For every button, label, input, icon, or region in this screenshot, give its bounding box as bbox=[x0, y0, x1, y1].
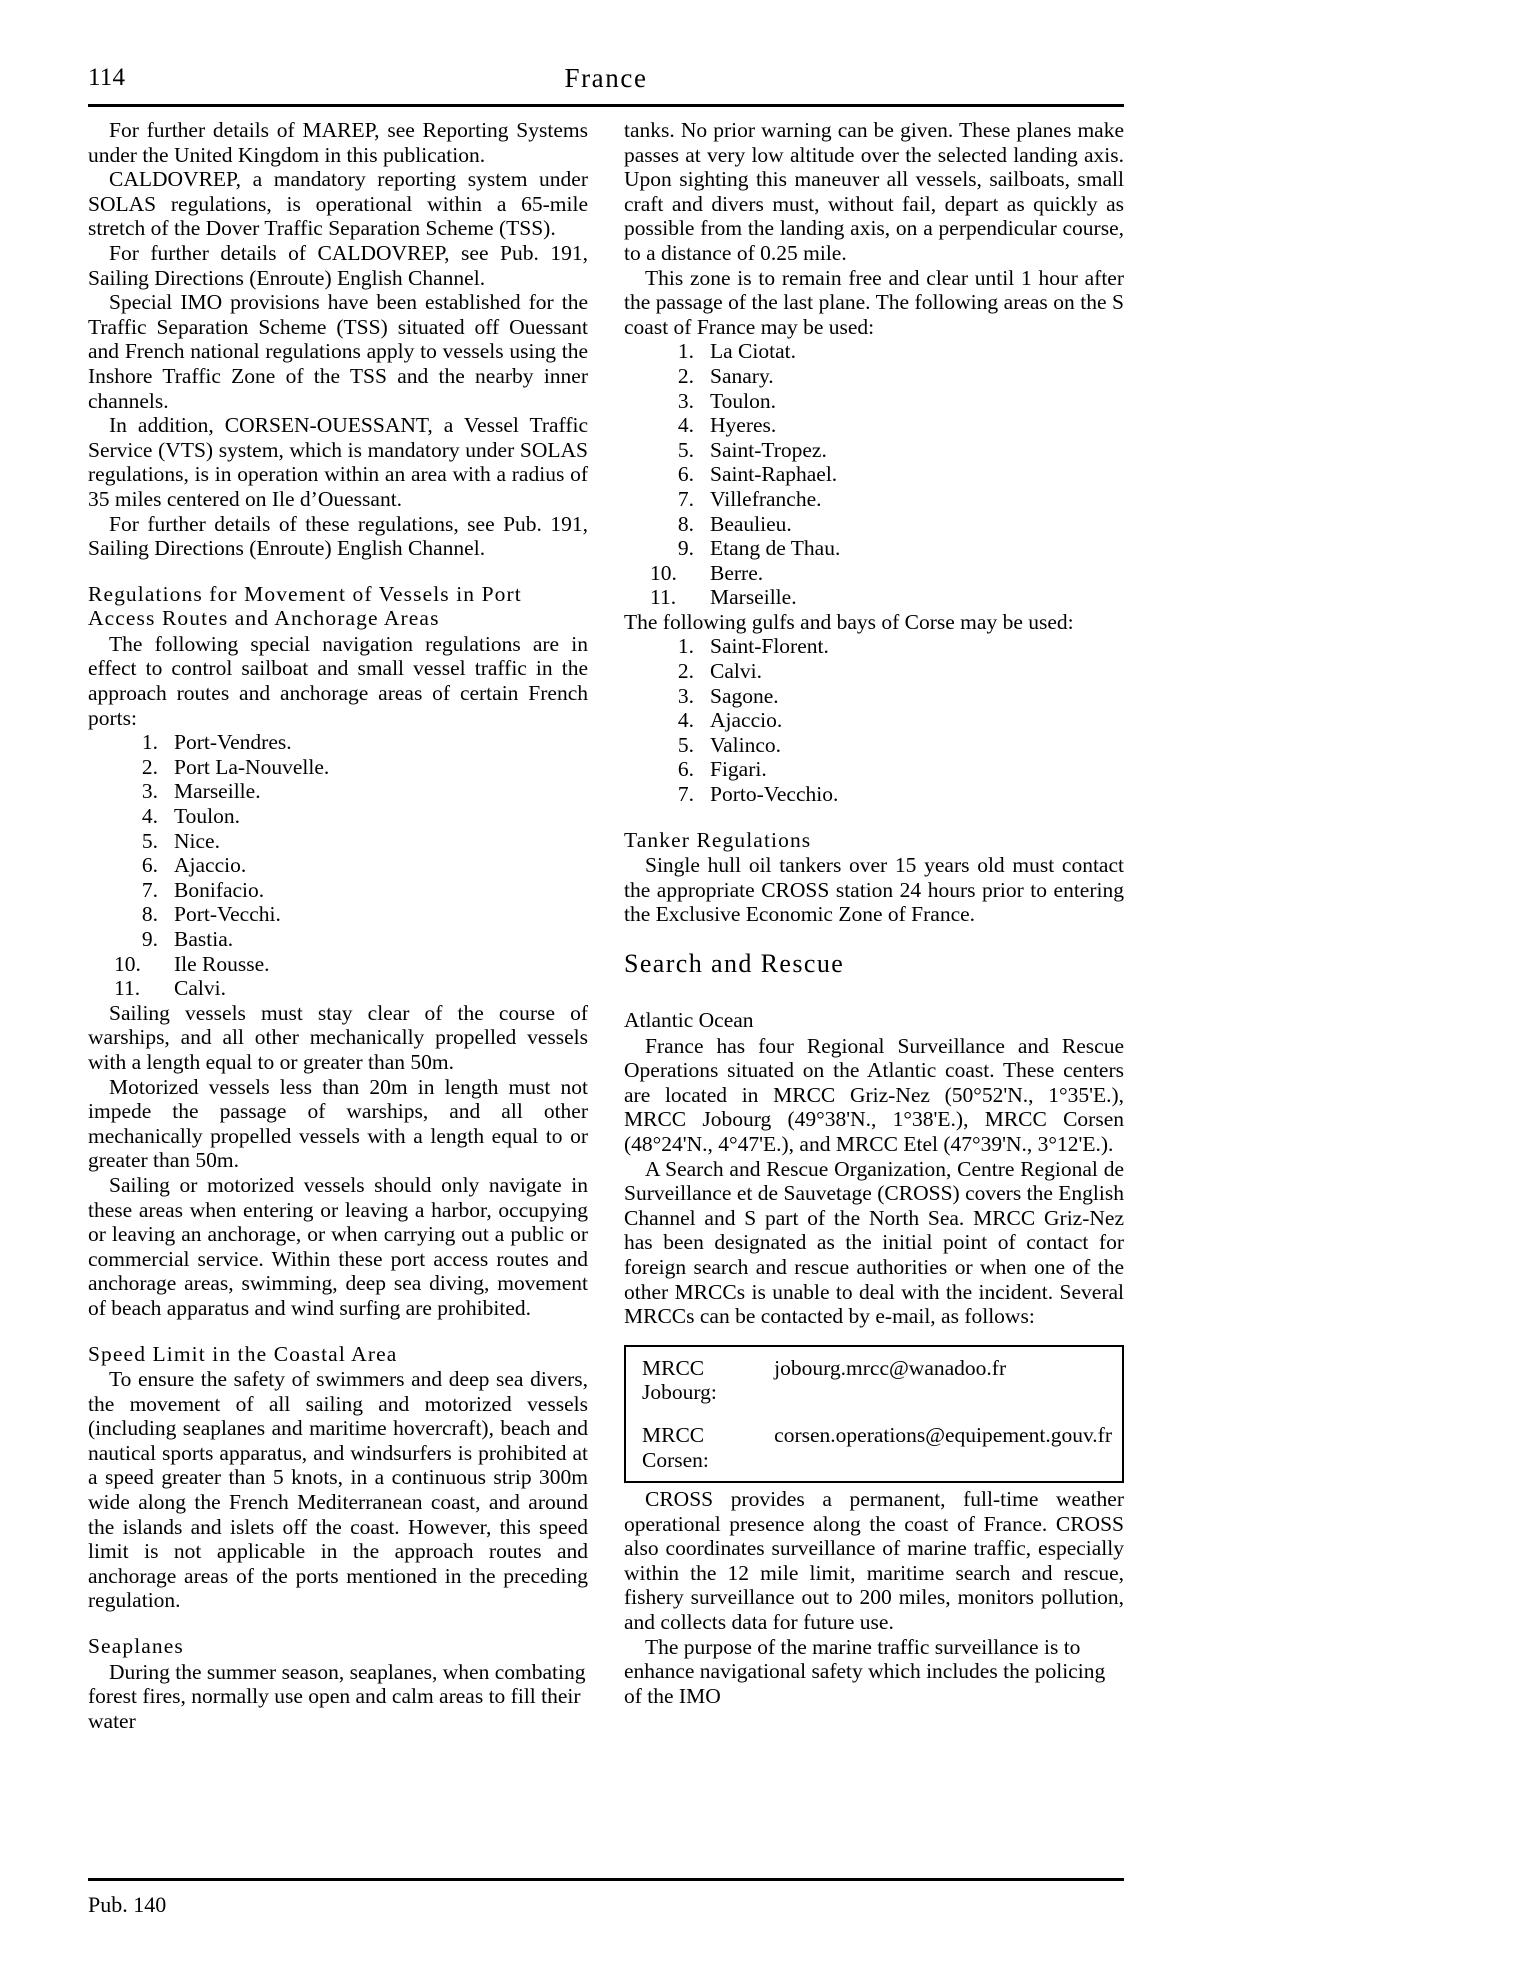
list-label: Beaulieu. bbox=[710, 511, 792, 536]
list-label: Hyeres. bbox=[710, 413, 777, 438]
section-heading-speed-limit: Speed Limit in the Coastal Area bbox=[88, 1341, 398, 1366]
list-item bbox=[624, 561, 1124, 586]
list-number: 4. bbox=[677, 708, 694, 733]
list-item bbox=[624, 339, 1124, 364]
running-head bbox=[88, 62, 1124, 102]
list-item bbox=[88, 829, 588, 854]
list-number: 7. bbox=[677, 486, 694, 511]
paragraph: CROSS provides a permanent, full-time weather operational presence along the coast of France. CROSS also coordinates surveillance of marine traffic, especially within the 12 mile limit, maritime search and rescue, fishery surveillance out to 200 miles, monitors pollution, and collects data for future use. bbox=[624, 1487, 1124, 1635]
list-number: 11. bbox=[650, 585, 677, 610]
left-column bbox=[88, 118, 588, 1733]
list-item bbox=[88, 878, 588, 903]
list-item bbox=[624, 438, 1124, 463]
corse-gulfs-bays-list bbox=[624, 634, 1124, 806]
list-label: Ile Rousse. bbox=[174, 951, 270, 976]
list-number: 3. bbox=[141, 779, 158, 804]
list-label: Port-Vendres. bbox=[174, 730, 292, 755]
list-number: 3. bbox=[677, 683, 694, 708]
list-item bbox=[624, 733, 1124, 758]
list-label: Saint-Florent. bbox=[710, 634, 829, 659]
list-item bbox=[624, 413, 1124, 438]
list-number: 9. bbox=[677, 536, 694, 561]
section-heading-search-and-rescue: Search and Rescue bbox=[624, 949, 845, 978]
list-label: Figari. bbox=[710, 757, 767, 782]
list-item bbox=[88, 927, 588, 952]
section-heading-tanker-regulations: Tanker Regulations bbox=[624, 827, 812, 852]
section-heading-regulations: Regulations for Movement of Vessels in Port Access Routes and Anchorage Areas bbox=[88, 581, 522, 631]
list-label: Porto-Vecchio. bbox=[710, 782, 839, 807]
two-column-body bbox=[88, 118, 1124, 1868]
list-item bbox=[88, 755, 588, 780]
list-number: 8. bbox=[141, 902, 158, 927]
section-heading-seaplanes: Seaplanes bbox=[88, 1634, 184, 1659]
list-number: 4. bbox=[141, 804, 158, 829]
list-item bbox=[624, 757, 1124, 782]
list-item bbox=[624, 684, 1124, 709]
list-label: Toulon. bbox=[174, 804, 240, 829]
list-label: Etang de Thau. bbox=[710, 536, 841, 561]
list-label: Calvi. bbox=[710, 659, 762, 684]
list-label: Bonifacio. bbox=[174, 877, 265, 902]
list-item bbox=[624, 364, 1124, 389]
list-number: 10. bbox=[114, 951, 141, 976]
list-label: La Ciotat. bbox=[710, 339, 796, 364]
paragraph: In addition, CORSEN-OUESSANT, a Vessel Traffic Service (VTS) system, which is mandatory under SOLAS regulations, is in operation within an area with a radius of 35 miles centered on Ile d’Ouessant. bbox=[88, 413, 588, 511]
paragraph: To ensure the safety of swimmers and deep sea divers, the movement of all sailing and motorized vessels (including seaplanes and maritime hovercraft), beach and nautical sports apparatus, and windsurfers is prohibited at a speed greater than 5 knots, in a continuous strip 300m wide along the French Mediterranean coast, and around the islands and islets off the coast. However, this speed limit is not applicable in the approach routes and anchorage areas of the ports mentioned in the preceding regulation. bbox=[88, 1367, 588, 1613]
list-label: Marseille. bbox=[174, 779, 261, 804]
south-coast-areas-list bbox=[624, 339, 1124, 610]
paragraph: Sailing vessels must stay clear of the course of warships, and all other mechanically propelled vessels with a length equal to or greater than 50m. bbox=[88, 1000, 588, 1074]
mrcc-email-table bbox=[624, 1345, 1124, 1483]
list-item bbox=[624, 389, 1124, 414]
paragraph: The following gulfs and bays of Corse may be used: bbox=[624, 609, 1074, 634]
right-column bbox=[624, 118, 1124, 1708]
publication-number: Pub. 140 bbox=[88, 1892, 167, 1917]
list-number: 6. bbox=[677, 462, 694, 487]
paragraph: Motorized vessels less than 20m in length must not impede the passage of warships, and all other mechanically propelled vessels with a length equal to or greater than 50m. bbox=[88, 1074, 588, 1173]
list-label: Calvi. bbox=[174, 976, 226, 1001]
paragraph: A Search and Rescue Organization, Centre Regional de Surveillance et de Sauvetage (CROSS) covers the English Channel and S part of the North Sea. MRCC Griz-Nez has been designated as the initial point of contact for foreign search and rescue authorities or when one of the other MRCCs is unable to deal with the incident. Several MRCCs can be contacted by e-mail, as follows: bbox=[624, 1156, 1124, 1329]
list-label: Sanary. bbox=[710, 363, 774, 388]
page-title: France bbox=[564, 63, 648, 93]
list-label: Ajaccio. bbox=[710, 708, 783, 733]
mrcc-email-address: corsen.operations@equipement.gouv.fr bbox=[774, 1422, 1112, 1447]
list-item bbox=[624, 634, 1124, 659]
table-row bbox=[626, 1414, 1122, 1481]
mrcc-station-name: MRCC Corsen: bbox=[642, 1422, 709, 1472]
list-item bbox=[88, 730, 588, 755]
list-label: Ajaccio. bbox=[174, 853, 247, 878]
paragraph: tanks. No prior warning can be given. These planes make passes at very low altitude over the selected landing axis. Upon sighting this maneuver all vessels, sailboats, small craft and divers must, without fail, depart as quickly as possible from the landing axis, on a perpendicular course, to a distance of 0.25 mile. bbox=[624, 118, 1124, 265]
list-label: Valinco. bbox=[710, 732, 782, 757]
list-number: 5. bbox=[677, 437, 694, 462]
list-number: 9. bbox=[141, 927, 158, 951]
list-label: Marseille. bbox=[710, 585, 797, 610]
port-access-routes-list bbox=[88, 730, 588, 1001]
paragraph: France has four Regional Surveillance and Rescue Operations situated on the Atlantic coast. These centers are located in MRCC Griz-Nez (50°52'N., 1°35'E.), MRCC Jobourg (49°38'N., 1°38'E.), MRCC Corsen (48°24'N., 4°47'E.), and MRCC Etel (47°39'N., 3°12'E.). bbox=[624, 1033, 1124, 1156]
list-number: 2. bbox=[677, 363, 694, 388]
list-number: 11. bbox=[114, 976, 141, 1001]
paragraph: The purpose of the marine traffic surveillance is to enhance navigational safety which includes the policing of the IMO bbox=[624, 1634, 1106, 1708]
paragraph: For further details of MAREP, see Reporting Systems under the United Kingdom in this publication. bbox=[88, 118, 588, 167]
paragraph: The following special navigation regulations are in effect to control sailboat and small vessel traffic in the approach routes and anchorage areas of certain French ports: bbox=[88, 631, 588, 730]
table-row bbox=[626, 1347, 1122, 1414]
footer-rule bbox=[88, 1878, 1124, 1881]
list-item bbox=[624, 585, 1124, 610]
list-item bbox=[624, 462, 1124, 487]
list-item bbox=[624, 659, 1124, 684]
list-item bbox=[88, 976, 588, 1001]
list-label: Toulon. bbox=[710, 388, 776, 413]
list-number: 5. bbox=[141, 828, 158, 853]
list-number: 1. bbox=[677, 339, 694, 364]
page-number: 114 bbox=[88, 64, 126, 91]
paragraph: During the summer season, seaplanes, when combating forest fires, normally use open and calm areas to fill their water bbox=[88, 1659, 586, 1733]
list-item bbox=[624, 487, 1124, 512]
paragraph: CALDOVREP, a mandatory reporting system under SOLAS regulations, is operational within a 65-mile stretch of the Dover Traffic Separation Scheme (TSS). bbox=[88, 167, 588, 241]
list-item bbox=[88, 779, 588, 804]
list-label: Saint-Tropez. bbox=[710, 437, 827, 462]
list-label: Berre. bbox=[710, 560, 764, 585]
list-item bbox=[624, 708, 1124, 733]
list-item bbox=[624, 782, 1124, 807]
list-number: 7. bbox=[677, 782, 694, 807]
mrcc-email-address: jobourg.mrcc@wanadoo.fr bbox=[774, 1355, 1007, 1380]
list-label: Nice. bbox=[174, 828, 220, 853]
list-number: 4. bbox=[677, 413, 694, 438]
list-number: 7. bbox=[141, 877, 158, 902]
paragraph: Single hull oil tankers over 15 years old must contact the appropriate CROSS station 24 hours prior to entering the Exclusive Economic Zone of France. bbox=[624, 853, 1124, 927]
list-label: Port La-Nouvelle. bbox=[174, 754, 330, 779]
list-label: Saint-Raphael. bbox=[710, 462, 838, 487]
list-item bbox=[624, 512, 1124, 537]
header-rule bbox=[88, 104, 1124, 107]
list-label: Sagone. bbox=[710, 683, 779, 708]
list-label: Bastia. bbox=[174, 927, 234, 951]
list-item bbox=[88, 853, 588, 878]
paragraph: For further details of CALDOVREP, see Pub. 191, Sailing Directions (Enroute) English Channel. bbox=[88, 240, 588, 290]
list-number: 2. bbox=[677, 659, 694, 684]
paragraph: Special IMO provisions have been established for the Traffic Separation Scheme (TSS) situated off Ouessant and French national regulations apply to vessels using the Inshore Traffic Zone of the TSS and the nearby inner channels. bbox=[88, 290, 588, 413]
list-item bbox=[88, 902, 588, 927]
list-item bbox=[624, 536, 1124, 561]
paragraph: Sailing or motorized vessels should only navigate in these areas when entering or leaving a harbor, occupying or leaving an anchorage, or when carrying out a public or commercial service. Within these port access routes and anchorage areas, swimming, deep sea diving, movement of beach apparatus and wind surfing are prohibited. bbox=[88, 1172, 588, 1320]
subsection-heading-atlantic-ocean: Atlantic Ocean bbox=[624, 1008, 754, 1032]
list-number: 1. bbox=[677, 634, 694, 659]
list-item bbox=[88, 804, 588, 829]
list-number: 8. bbox=[677, 511, 694, 536]
list-number: 6. bbox=[677, 757, 694, 782]
list-number: 1. bbox=[141, 730, 158, 755]
list-number: 2. bbox=[141, 754, 158, 779]
paragraph: This zone is to remain free and clear until 1 hour after the passage of the last plane. The following areas on the S coast of France may be used: bbox=[624, 265, 1124, 339]
list-item bbox=[88, 952, 588, 977]
list-number: 10. bbox=[650, 560, 677, 585]
list-number: 5. bbox=[677, 732, 694, 757]
list-number: 3. bbox=[677, 388, 694, 413]
list-label: Villefranche. bbox=[710, 486, 822, 511]
list-number: 6. bbox=[141, 853, 158, 878]
paragraph: For further details of these regulations, see Pub. 191, Sailing Directions (Enroute) English Channel. bbox=[88, 511, 588, 561]
mrcc-station-name: MRCC Jobourg: bbox=[642, 1355, 717, 1405]
list-label: Port-Vecchi. bbox=[174, 902, 281, 927]
